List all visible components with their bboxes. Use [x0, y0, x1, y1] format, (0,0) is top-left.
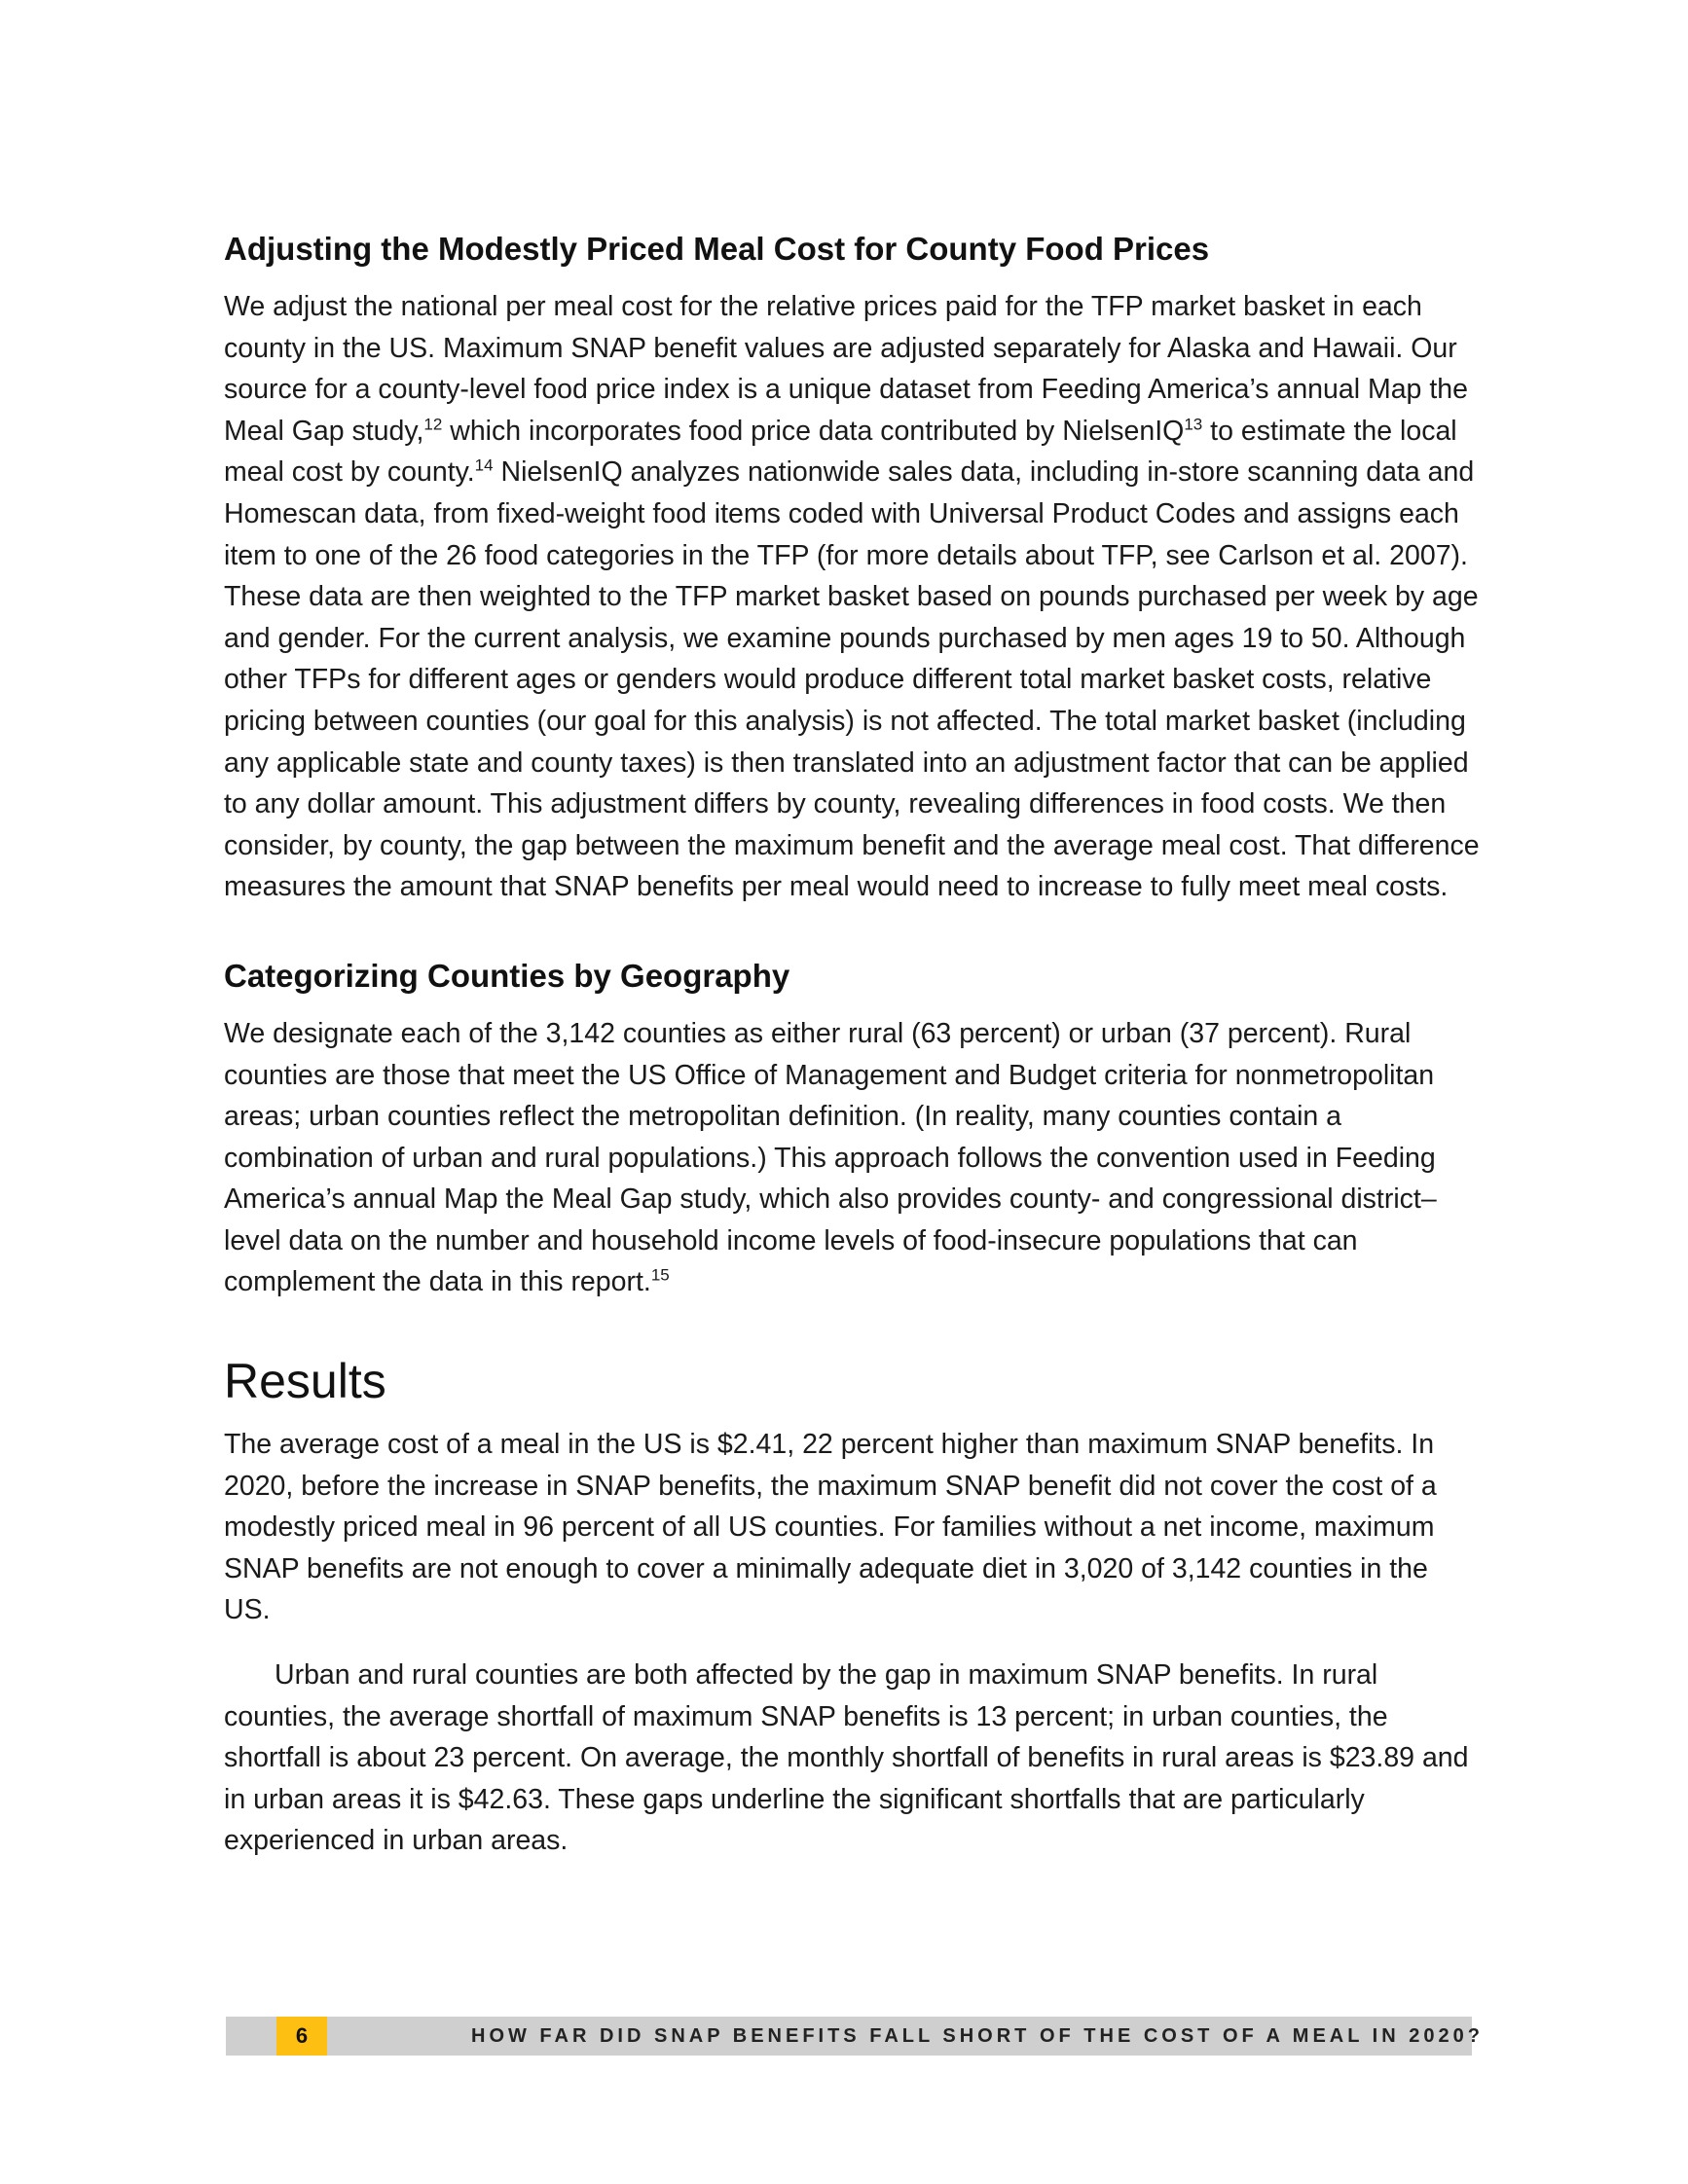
- spacer: [224, 908, 1480, 957]
- page-content: [224, 230, 1480, 1862]
- spacer: [224, 1303, 1480, 1352]
- spacer: [224, 1631, 1480, 1655]
- paragraph-text: We adjust the national per meal cost for the relative prices paid for the TFP market basket in each county in the US. Maximum SNAP benefit values are adjusted separately for Alaska and Hawaii. Our source for a county-level food price index is a unique dataset from Feeding America’s annual Map the Meal Gap study,: [224, 291, 1468, 447]
- footnote-ref-15: 15: [650, 1265, 670, 1285]
- footnote-ref-13: 13: [1184, 415, 1203, 434]
- section-heading-geography: Categorizing Counties by Geography: [224, 957, 790, 994]
- paragraph-text: We designate each of the 3,142 counties as either rural (63 percent) or urban (37 percent). Rural counties are those that meet the US Office of Management and Budget criteria for nonmetropolitan areas; urban counties reflect the metropolitan definition. (In reality, many counties contain a combination of urban and rural populations.) This approach follows the convention used in Feeding America’s annual Map the Meal Gap study, which also provides county- and congressional district–level data on the number and household income levels of food-insecure populations that can complement the data in this report.: [224, 1017, 1437, 1298]
- paragraph-geography: [224, 1013, 1480, 1303]
- paragraph-county-food-prices: [224, 286, 1480, 908]
- results-heading: Results: [224, 1354, 386, 1409]
- section-heading-county-food-prices: Adjusting the Modestly Priced Meal Cost for County Food Prices: [224, 231, 1210, 267]
- footnote-ref-14: 14: [474, 455, 494, 475]
- page-number: 6: [276, 2017, 327, 2056]
- paragraph-text: NielsenIQ analyzes nationwide sales data, including in-store scanning data and Homescan data, from fixed-weight food items coded with Universal Product Codes and assigns each item to one of the 26 food categories in the TFP (for more details about TFP, see Carlson et al. 2007). These data are then weighted to the TFP market basket based on pounds purchased per week by age and gender. For the current analysis, we examine pounds purchased by men ages 19 to 50. Although other TFPs for different ages or genders would produce different total market basket costs, relative pricing between counties (our goal for this analysis) is not affected. The total market basket (including any applicable state and county taxes) is then translated into an adjustment factor that can be applied to any dollar amount. This adjustment differs by county, revealing differences in food costs. We then consider, by county, the gap between the maximum benefit and the average meal cost. That difference measures the amount that SNAP benefits per meal would need to increase to fully meet meal costs.: [224, 456, 1480, 903]
- footnote-ref-12: 12: [423, 415, 443, 434]
- paragraph-text: to estimate the local meal cost by county.: [224, 415, 1457, 489]
- footer-bar: [226, 2017, 1484, 2056]
- paragraph-text: which incorporates food price data contributed by NielsenIQ: [442, 415, 1185, 447]
- results-paragraph-2: Urban and rural counties are both affected by the gap in maximum SNAP benefits. In rural counties, the average shortfall of maximum SNAP benefits is 13 percent; in urban counties, the shortfall is about 23 percent. On average, the monthly shortfall of benefits in rural areas is $23.89 and in urban areas it is $42.63. These gaps underline the significant shortfalls that are particularly experienced in urban areas.: [224, 1659, 1469, 1857]
- results-paragraph-1: The average cost of a meal in the US is $2.41, 22 percent higher than maximum SNAP benefits. In 2020, before the increase in SNAP benefits, the maximum SNAP benefit did not cover the cost of a modestly priced meal in 96 percent of all US counties. For families without a net income, maximum SNAP benefits are not enough to cover a minimally adequate diet in 3,020 of 3,142 counties in the US.: [224, 1429, 1437, 1626]
- footer-report-title: HOW FAR DID SNAP BENEFITS FALL SHORT OF THE COST OF A MEAL IN 2020?: [471, 2025, 1484, 2047]
